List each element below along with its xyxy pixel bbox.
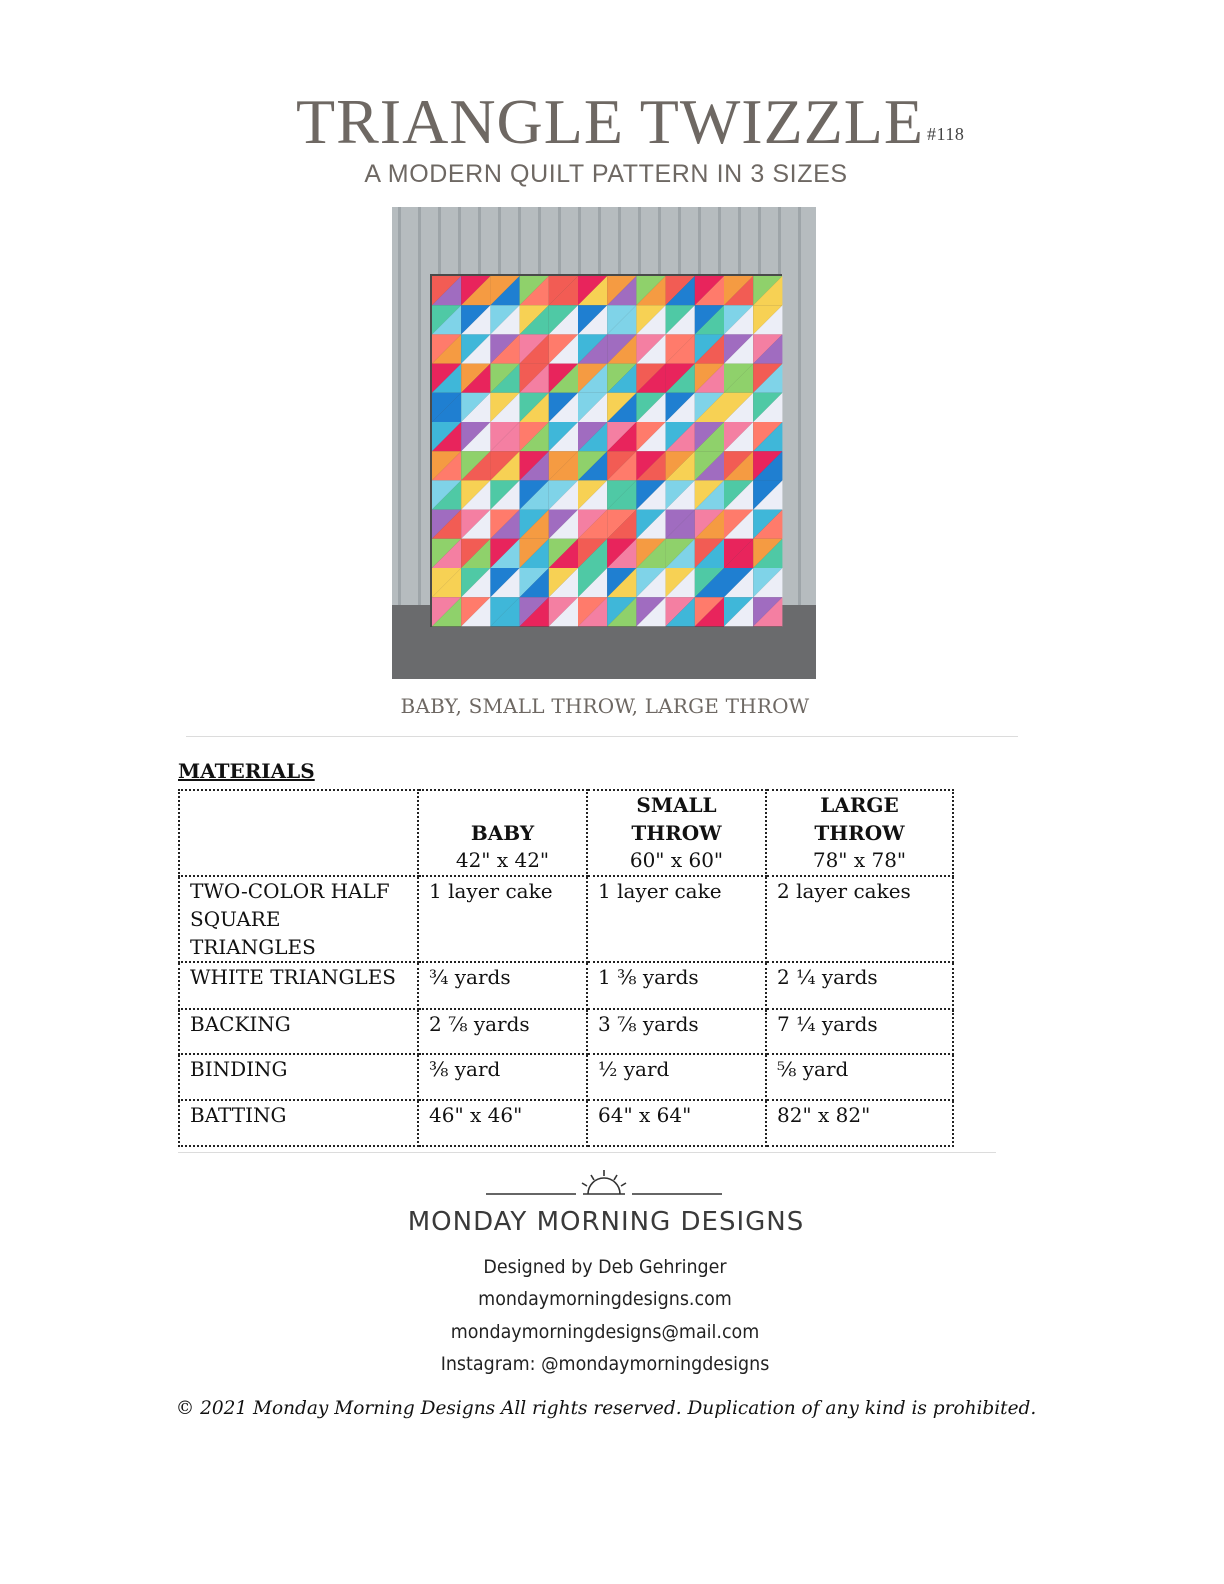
table-row	[179, 962, 953, 1009]
value-large-throw: 7 ¼ yards	[766, 1009, 953, 1054]
value-small-throw: ½ yard	[587, 1054, 766, 1100]
column-name-line2: THROW	[631, 821, 722, 845]
table-header-row	[179, 790, 953, 876]
value-baby: 46" x 46"	[418, 1100, 587, 1146]
column-name-line1: SMALL	[636, 793, 717, 817]
table-row	[179, 876, 953, 962]
email-link[interactable]: mondaymorningdesigns@mail.com	[450, 1321, 760, 1343]
row-label-line1: TWO-COLOR HALF	[190, 879, 390, 903]
value-small-throw: 1 layer cake	[587, 876, 766, 962]
value-small-throw: 3 ⅞ yards	[587, 1009, 766, 1054]
copyright-notice: © 2021 Monday Morning Designs All rights reserved. Duplication of any kind is prohibited.	[175, 1398, 1037, 1419]
value-large-throw: ⅝ yard	[766, 1054, 953, 1100]
column-header-baby	[418, 790, 587, 876]
column-name-line2: THROW	[814, 821, 905, 845]
column-dimensions: 60" x 60"	[629, 848, 724, 872]
table-row	[179, 1100, 953, 1146]
row-label	[179, 876, 418, 962]
value-large-throw: 82" x 82"	[766, 1100, 953, 1146]
website-link[interactable]: mondaymorningdesigns.com	[478, 1288, 732, 1310]
siding-groove	[418, 207, 421, 607]
materials-heading: MATERIALS	[178, 759, 315, 783]
siding-groove	[798, 207, 801, 607]
column-header-small-throw	[587, 790, 766, 876]
value-baby: ¾ yards	[418, 962, 587, 1009]
row-label: WHITE TRIANGLES	[179, 962, 418, 1009]
column-name-line1: LARGE	[820, 793, 899, 817]
sizes-caption: BABY, SMALL THROW, LARGE THROW	[400, 694, 810, 718]
value-large-throw: 2 ¼ yards	[766, 962, 953, 1009]
table-row	[179, 1009, 953, 1054]
instagram-handle[interactable]: Instagram: @mondaymorningdesigns	[440, 1353, 770, 1375]
value-large-throw: 2 layer cakes	[766, 876, 953, 962]
materials-table	[178, 789, 954, 1147]
row-label: BACKING	[179, 1009, 418, 1054]
title-row	[0, 86, 1224, 166]
pattern-title: TRIANGLE TWIZZLE	[296, 86, 924, 157]
table-row	[179, 1054, 953, 1100]
column-header-large-throw	[766, 790, 953, 876]
pattern-subtitle: A MODERN QUILT PATTERN IN 3 SIZES	[364, 160, 848, 188]
divider	[178, 1152, 996, 1153]
value-baby: ⅜ yard	[418, 1054, 587, 1100]
siding-groove	[398, 207, 401, 607]
value-baby: 2 ⅞ yards	[418, 1009, 587, 1054]
quilt-photo	[392, 207, 816, 679]
divider	[186, 736, 1018, 737]
table-corner-cell	[179, 790, 418, 876]
column-dimensions: 78" x 78"	[812, 848, 907, 872]
sunrise-logo-icon	[486, 1168, 722, 1198]
column-name-line2: BABY	[470, 821, 535, 845]
row-label: BINDING	[179, 1054, 418, 1100]
column-dimensions: 42" x 42"	[455, 848, 550, 872]
row-label-line2: SQUARE TRIANGLES	[190, 907, 316, 959]
designer-credit: Designed by Deb Gehringer	[483, 1256, 727, 1278]
row-label: BATTING	[179, 1100, 418, 1146]
pattern-number: #118	[927, 124, 965, 144]
brand-name: MONDAY MORNING DESIGNS	[407, 1207, 805, 1237]
value-small-throw: 1 ⅜ yards	[587, 962, 766, 1009]
value-baby: 1 layer cake	[418, 876, 587, 962]
value-small-throw: 64" x 64"	[587, 1100, 766, 1146]
quilt-photo-drawing	[392, 207, 816, 679]
